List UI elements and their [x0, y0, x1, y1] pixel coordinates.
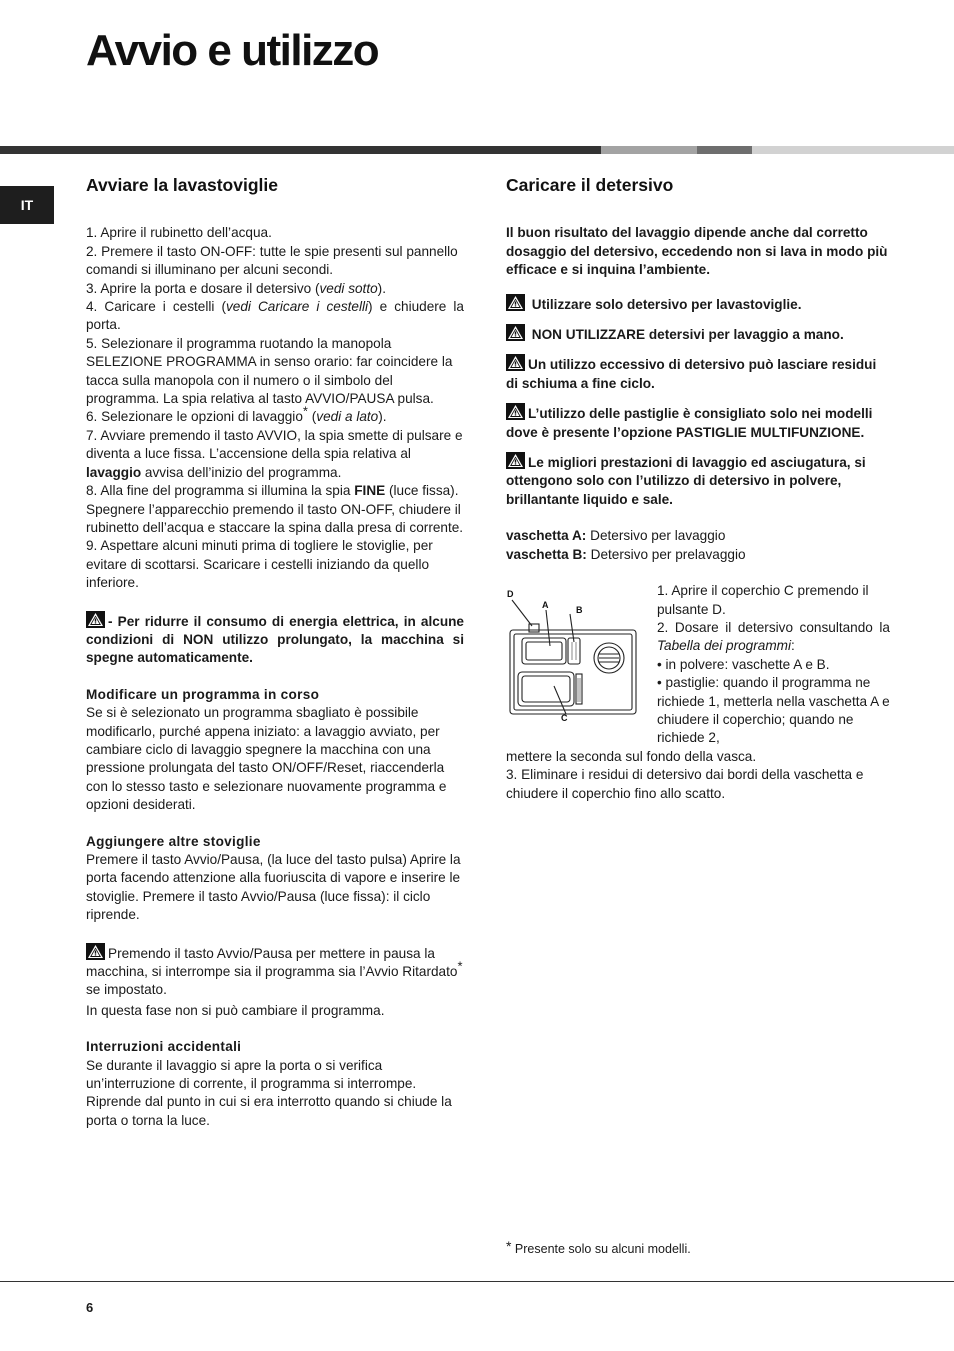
header-band-dark [0, 146, 601, 154]
section-heading-start: Avviare la lavastoviglie [86, 175, 278, 195]
warning-item: Utilizzare solo detersivo per lavastoviglie. [506, 294, 890, 314]
left-column [86, 176, 464, 1130]
pause-note: In questa fase non si può cambiare il programma. [86, 1002, 385, 1018]
header-band-mid [697, 146, 752, 154]
language-tab: IT [0, 186, 54, 224]
compartment-a: vaschetta A: Detersivo per lavaggio [506, 528, 726, 544]
warning-item: L’utilizzo delle pastiglie è consigliato solo nei modelli dove è presente l’opzione PASTIGLIE MULTIFUNZIONE. [506, 403, 890, 442]
page-number: 6 [86, 1300, 94, 1315]
warning-icon [506, 403, 525, 420]
modify-text: Se si è selezionato un programma sbagliato è possibile modificarlo, purché appena iniziato: a lavaggio avviato, per cambiare ciclo di lavaggio spegnere la macchina con una pressione prolungata del tasto ON/OFF/Reset, riaccenderla con lo stesso tasto e selezionare nuovamente programma e opzioni desiderati. [86, 705, 447, 813]
step-4: 4. Caricare i cestelli (vedi Caricare i cestelli) e chiudere la porta. [86, 299, 464, 333]
add-text: Premere il tasto Avvio/Pausa, (la luce del tasto pulsa) Aprire la porta facendo attenzione alla fuoriuscita di vapore e inserire le stoviglie. Premere il tasto Avvio/Pausa (luce fissa): il ciclo riprende. [86, 852, 461, 923]
interrupt-text: Se durante il lavaggio si apre la porta o si verifica un’interruzione di corrente, il programma si interrompe. Riprende dal punto in cui si era interrotto quando si chiude la porta o torna la luce. [86, 1057, 452, 1128]
detergent-intro: Il buon risultato del lavaggio dipende anche dal corretto dosaggio del detersivo, eccedendo non si lava in modo più efficace e si inquina l’ambiente. [506, 225, 888, 278]
figure-label-a: A [542, 600, 549, 611]
figure-label-d: D [507, 589, 514, 600]
section-heading-detergent: Caricare il detersivo [506, 175, 674, 195]
header-band-light [601, 146, 697, 154]
step-6: 6. Selezionare le opzioni di lavaggio* (vedi a lato). [86, 403, 387, 425]
warning-icon [506, 294, 525, 311]
instr-bullet-powder: • in polvere: vaschette A e B. [657, 656, 830, 672]
warning-icon [506, 452, 525, 469]
warning-item: Un utilizzo eccessivo di detersivo può lasciare residui di schiuma a fine ciclo. [506, 354, 890, 393]
step-9: 9. Aspettare alcuni minuti prima di togliere le stoviglie, per evitare di scottarsi. Scaricare i cestelli iniziando da quello inferiore. [86, 538, 433, 591]
instr-step-2: 2. Dosare il detersivo consultando la Tabella dei programmi: [657, 619, 890, 654]
warning-icon [86, 611, 105, 628]
footer-rule [0, 1281, 954, 1282]
instr-bullet-tablets-cont: mettere la seconda sul fondo della vasca. [506, 748, 757, 764]
step-1: 1. Aprire il rubinetto dell’acqua. [86, 225, 272, 241]
warning-icon [506, 354, 525, 371]
energy-warning: - Per ridurre il consumo di energia elettrica, in alcune condizioni di NON utilizzo prolungato, la macchina si spegne automaticamente. [86, 611, 464, 668]
dispenser-instructions [657, 582, 890, 748]
right-column [506, 176, 890, 803]
add-heading: Aggiungere altre stoviglie [86, 833, 261, 849]
modify-heading: Modificare un programma in corso [86, 686, 320, 702]
warning-icon [506, 324, 525, 341]
pause-warning: Premendo il tasto Avvio/Pausa per mettere in pausa la macchina, si interrompe sia il programma sia l’Avvio Ritardato* se impostato. [86, 943, 464, 1000]
warning-icon [86, 943, 105, 960]
step-7: 7. Avviare premendo il tasto AVVIO, la spia smette di pulsare e diventa a luce fissa. L’accensione della spia relativa al lavaggio avvisa dell’inizio del programma. [86, 427, 463, 480]
step-3: 3. Aprire la porta e dosare il detersivo (vedi sotto). [86, 280, 386, 296]
dispenser-block [506, 582, 890, 748]
warning-item: Le migliori prestazioni di lavaggio ed asciugatura, si ottengono solo con l’utilizzo di detersivo in polvere, brillantante liquido e sale. [506, 452, 890, 509]
page-title: Avvio e utilizzo [86, 26, 379, 75]
step-8: 8. Alla fine del programma si illumina la spia FINE (luce fissa). Spegnere l’apparecchio premendo il tasto ON-OFF, chiudere il rubinetto dell’acqua e staccare la spina dalla presa di corrente. [86, 483, 464, 535]
instr-step-3: 3. Eliminare i residui di detersivo dai bordi della vaschetta e chiudere il coperchio fino allo scatto. [506, 767, 864, 801]
interrupt-heading: Interruzioni accidentali [86, 1039, 242, 1055]
warning-item: NON UTILIZZARE detersivi per lavaggio a mano. [506, 324, 890, 344]
detergent-dispenser-figure [506, 586, 640, 722]
figure-label-b: B [576, 605, 583, 616]
header-band-pale [752, 146, 954, 154]
instr-bullet-tablets: • pastiglie: quando il programma ne richiede 1, metterla nella vaschetta A e chiudere il coperchio; quando ne richiede 2, [657, 675, 890, 746]
footnote: * Presente solo su alcuni modelli. [506, 1238, 691, 1256]
step-2: 2. Premere il tasto ON-OFF: tutte le spie presenti sul pannello comandi si illuminano per alcuni secondi. [86, 243, 458, 278]
step-5: 5. Selezionare il programma ruotando la manopola SELEZIONE PROGRAMMA in senso orario: far coincidere la tacca sulla manopola con il numero o il simbolo del programma. La spia relativa al tasto AVVIO/PAUSA pulsa. [86, 335, 453, 407]
instr-step-1: 1. Aprire il coperchio C premendo il pulsante D. [657, 583, 869, 617]
compartment-b: vaschetta B: Detersivo per prelavaggio [506, 546, 746, 562]
figure-label-c: C [561, 713, 568, 723]
